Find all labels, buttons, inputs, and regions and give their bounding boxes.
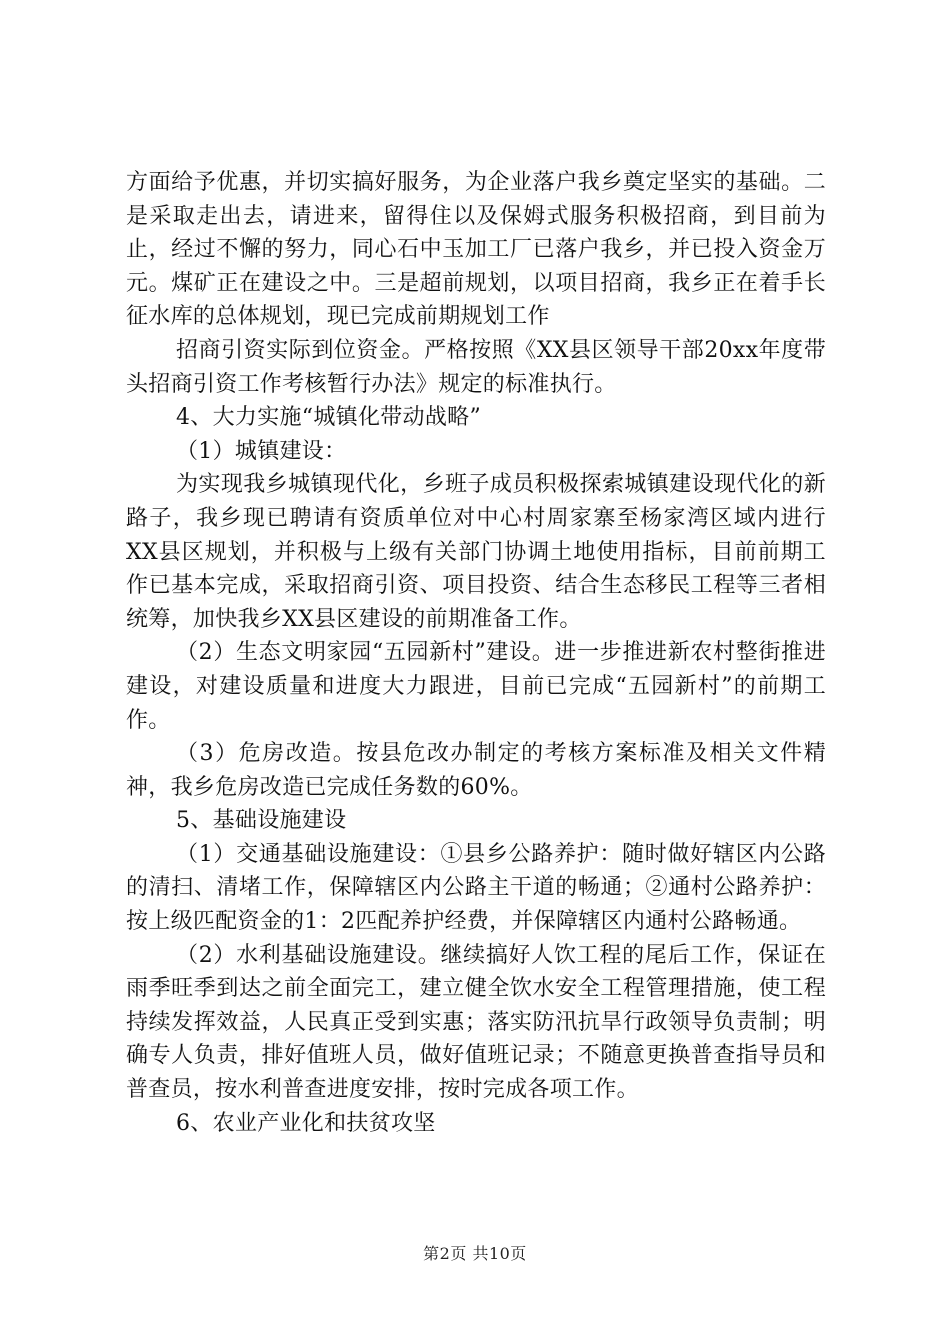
- paragraph-2: 招商引资实际到位资金。严格按照《XX县区领导干部20xx年度带头招商引资工作考核暂行办法》规定的标准执行。: [126, 337, 826, 397]
- paragraph-town-construction: 为实现我乡城镇现代化，乡班子成员积极探索城镇建设现代化的新路子，我乡现已聘请有资质单位对中心村周家寨至杨家湾区域内进行XX县区规划，并积极与上级有关部门协调土地使用指标，目前前期工作已基本完成，采取招商引资、项目投资、结合生态移民工程等三者相统筹，加快我乡XX县区建设的前期准备工作。: [126, 472, 826, 632]
- page-number-footer: 第2页 共10页: [423, 1244, 527, 1263]
- paragraph-water-infrastructure: （2）水利基础设施建设。继续搞好人饮工程的尾后工作，保证在雨季旺季到达之前全面完工，建立健全饮水安全工程管理措施，使工程持续发挥效益，人民真正受到实惠；落实防汛抗旱行政领导负责制；明确专人负责，排好值班人员，做好值班记录；不随意更换普查指导员和普查员，按水利普查进度安排，按时完成各项工作。: [126, 942, 826, 1103]
- section-heading-6: 6、农业产业化和扶贫攻坚: [176, 1110, 436, 1136]
- paragraph-housing-renovation: （3）危房改造。按县危改办制定的考核方案标准及相关文件精神，我乡危房改造已完成任务数的60%。: [126, 741, 826, 800]
- section-heading-4: 4、大力实施“城镇化带动战略”: [176, 405, 481, 431]
- document-body: [126, 166, 826, 1140]
- subheading-town-construction: （1）城镇建设：: [176, 438, 347, 464]
- section-heading-5: 5、基础设施建设: [176, 808, 347, 834]
- paragraph-transport-infrastructure: （1）交通基础设施建设：①县乡公路养护：随时做好辖区内公路的清扫、清堵工作，保障辖区内公路主干道的畅通；②通村公路养护：按上级匹配资金的1：2匹配养护经费，并保障辖区内通村公路畅通。: [126, 841, 826, 935]
- paragraph-1: 方面给予优惠，并切实搞好服务，为企业落户我乡奠定坚实的基础。二是采取走出去，请进来，留得住以及保姆式服务积极招商，到目前为止，经过不懈的努力，同心石中玉加工厂已落户我乡，并已投入资金万元。煤矿正在建设之中。三是超前规划，以项目招商，我乡正在着手长征水库的总体规划，现已完成前期规划工作: [126, 170, 826, 330]
- paragraph-ecological-village: （2）生态文明家园“五园新村”建设。进一步推进新农村整街推进建设，对建设质量和进度大力跟进，目前已完成“五园新村”的前期工作。: [126, 640, 826, 733]
